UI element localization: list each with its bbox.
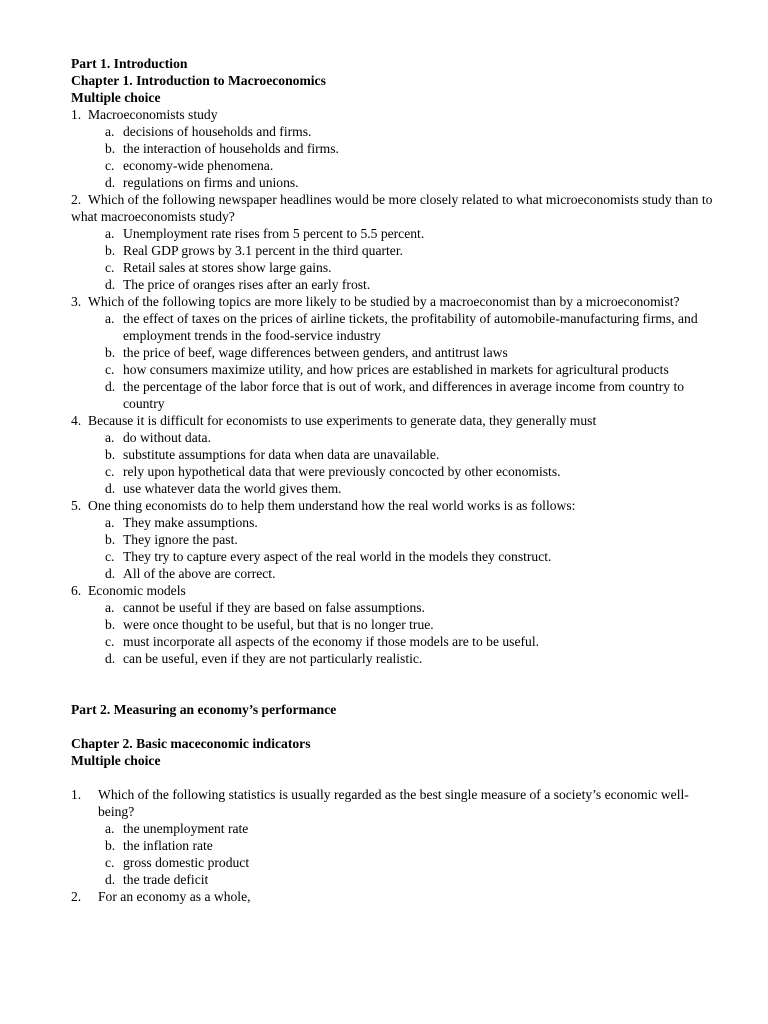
question [71, 786, 721, 820]
answer-option [71, 616, 721, 633]
option-text: the unemployment rate [123, 821, 249, 836]
option-text: the inflation rate [123, 838, 213, 853]
answer-option [71, 225, 721, 242]
option-text: gross domestic product [123, 855, 250, 870]
document-page [71, 55, 721, 905]
option-letter: a. [105, 821, 115, 836]
answer-option [71, 871, 721, 888]
answer-option [71, 140, 721, 157]
option-letter: d. [105, 872, 116, 887]
option-text: the trade deficit [123, 872, 209, 887]
answer-option [71, 361, 721, 378]
option-letter: b. [105, 532, 116, 547]
option-letter: b. [105, 447, 116, 462]
option-text: regulations on firms and unions. [123, 175, 299, 190]
question-number: 4. [71, 413, 82, 428]
option-text: They ignore the past. [123, 532, 238, 547]
option-text: The price of oranges rises after an early frost. [123, 277, 371, 292]
option-letter: a. [105, 515, 115, 530]
spacer [71, 667, 721, 684]
answer-option [71, 565, 721, 582]
option-text: Real GDP grows by 3.1 percent in the third quarter. [123, 243, 403, 258]
option-text: the interaction of households and firms. [123, 141, 339, 156]
answer-option [71, 157, 721, 174]
option-text: Unemployment rate rises from 5 percent to 5.5 percent. [123, 226, 425, 241]
part1-question-list [71, 106, 721, 667]
option-letter: c. [105, 260, 115, 275]
question [71, 191, 721, 225]
question-text: Which of the following newspaper headlines would be more closely related to what microeconomists study than to what macroeconomists study? [71, 192, 713, 224]
question-text: Which of the following topics are more likely to be studied by a macroeconomist than by a microeconomist? [88, 294, 680, 309]
answer-option [71, 259, 721, 276]
option-text: substitute assumptions for data when data are unavailable. [123, 447, 440, 462]
option-text: Retail sales at stores show large gains. [123, 260, 332, 275]
question [71, 497, 721, 514]
question-text: Because it is difficult for economists to use experiments to generate data, they generally must [88, 413, 597, 428]
question-number: 2. [71, 889, 82, 904]
chapter1-title: Chapter 1. Introduction to Macroeconomics [71, 73, 326, 88]
option-letter: a. [105, 600, 115, 615]
option-text: the price of beef, wage differences between genders, and antitrust laws [123, 345, 508, 360]
option-text: must incorporate all aspects of the economy if those models are to be useful. [123, 634, 539, 649]
answer-option [71, 633, 721, 650]
answer-option [71, 310, 721, 344]
answer-option [71, 514, 721, 531]
option-letter: a. [105, 124, 115, 139]
question-number: 6. [71, 583, 82, 598]
answer-option [71, 480, 721, 497]
option-text: rely upon hypothetical data that were previously concocted by other economists. [123, 464, 561, 479]
question [71, 293, 721, 310]
option-letter: a. [105, 311, 115, 326]
option-letter: d. [105, 566, 116, 581]
option-text: All of the above are correct. [123, 566, 276, 581]
part1-title: Part 1. Introduction [71, 56, 188, 71]
answer-option [71, 854, 721, 871]
section2-title: Multiple choice [71, 753, 161, 768]
question-text: Macroeconomists study [88, 107, 218, 122]
option-letter: d. [105, 481, 116, 496]
chapter2-title: Chapter 2. Basic maceconomic indicators [71, 736, 311, 751]
option-letter: d. [105, 379, 116, 394]
option-letter: d. [105, 175, 116, 190]
answer-option [71, 837, 721, 854]
option-letter: c. [105, 549, 115, 564]
answer-option [71, 378, 721, 412]
answer-option [71, 650, 721, 667]
option-letter: b. [105, 345, 116, 360]
question-text: Which of the following statistics is usually regarded as the best single measure of a society’s economic well-being? [98, 787, 689, 819]
option-text: use whatever data the world gives them. [123, 481, 342, 496]
answer-option [71, 599, 721, 616]
option-letter: c. [105, 362, 115, 377]
question-text: For an economy as a whole, [98, 889, 251, 904]
spacer [71, 769, 721, 786]
option-letter: b. [105, 243, 116, 258]
answer-option [71, 463, 721, 480]
question-number: 2. [71, 192, 82, 207]
option-text: can be useful, even if they are not particularly realistic. [123, 651, 423, 666]
option-letter: a. [105, 226, 115, 241]
answer-option [71, 429, 721, 446]
answer-option [71, 531, 721, 548]
section1-title: Multiple choice [71, 90, 161, 105]
option-text: decisions of households and firms. [123, 124, 312, 139]
answer-option [71, 820, 721, 837]
answer-option [71, 276, 721, 293]
option-letter: b. [105, 617, 116, 632]
option-letter: d. [105, 277, 116, 292]
option-text: They make assumptions. [123, 515, 258, 530]
option-letter: c. [105, 158, 115, 173]
option-letter: c. [105, 855, 115, 870]
option-text: how consumers maximize utility, and how prices are established in markets for agricultural products [123, 362, 669, 377]
question-text: Economic models [88, 583, 186, 598]
option-letter: d. [105, 651, 116, 666]
question [71, 888, 721, 905]
option-text: the percentage of the labor force that is out of work, and differences in average income from country to country [123, 379, 685, 411]
option-letter: b. [105, 141, 116, 156]
question-number: 3. [71, 294, 82, 309]
question-text: One thing economists do to help them understand how the real world works is as follows: [88, 498, 576, 513]
option-text: economy-wide phenomena. [123, 158, 274, 173]
option-letter: c. [105, 634, 115, 649]
question [71, 106, 721, 123]
option-text: the effect of taxes on the prices of airline tickets, the profitability of automobile-manufacturing firms, and employment trends in the food-service industry [123, 311, 698, 343]
answer-option [71, 123, 721, 140]
answer-option [71, 344, 721, 361]
option-text: do without data. [123, 430, 211, 445]
answer-option [71, 548, 721, 565]
part2-question-list [71, 786, 721, 905]
answer-option [71, 242, 721, 259]
answer-option [71, 174, 721, 191]
question-number: 1. [71, 107, 82, 122]
answer-option [71, 446, 721, 463]
option-text: They try to capture every aspect of the real world in the models they construct. [123, 549, 552, 564]
option-letter: b. [105, 838, 116, 853]
question-number: 1. [71, 787, 82, 802]
part2-title: Part 2. Measuring an economy’s performance [71, 702, 337, 717]
spacer [71, 718, 721, 735]
option-letter: c. [105, 464, 115, 479]
spacer [71, 684, 721, 701]
question-number: 5. [71, 498, 82, 513]
option-text: were once thought to be useful, but that is no longer true. [123, 617, 434, 632]
question [71, 412, 721, 429]
option-letter: a. [105, 430, 115, 445]
option-text: cannot be useful if they are based on false assumptions. [123, 600, 425, 615]
question [71, 582, 721, 599]
